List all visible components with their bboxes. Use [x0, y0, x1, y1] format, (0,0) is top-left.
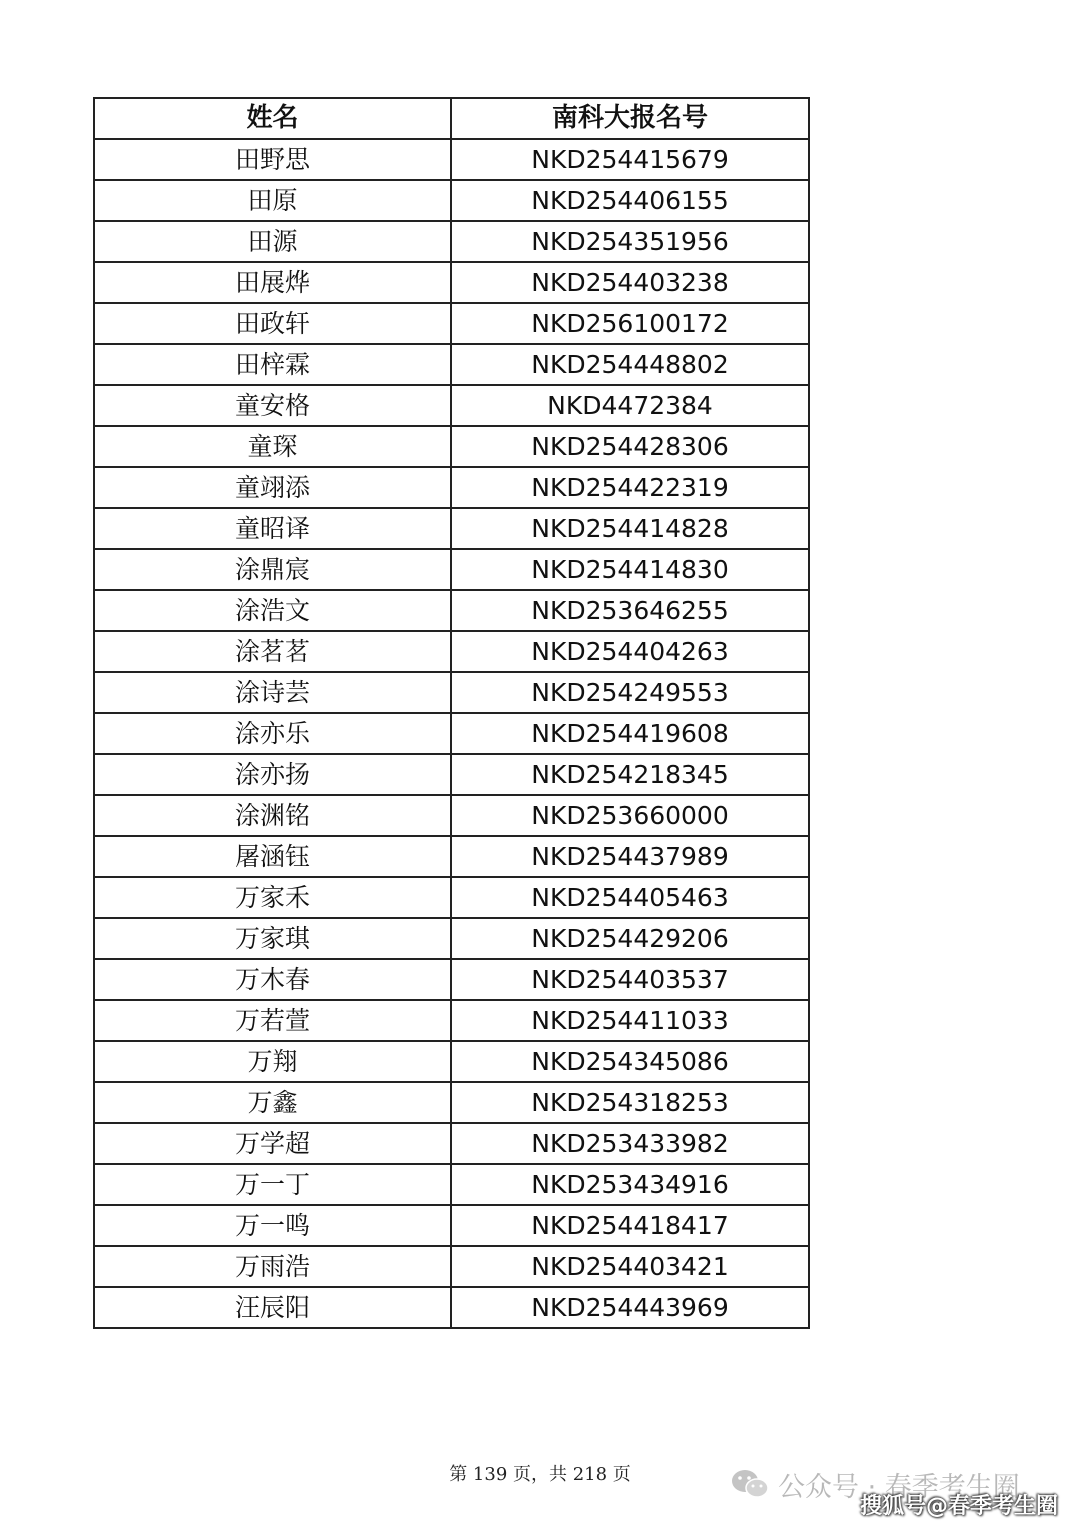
- cell-registration-number: NKD254414830: [451, 549, 809, 590]
- table-row: [94, 672, 809, 713]
- table-row: [94, 344, 809, 385]
- table-row: [94, 426, 809, 467]
- cell-registration-number: NKD254429206: [451, 918, 809, 959]
- table-row: [94, 385, 809, 426]
- table-row: [94, 631, 809, 672]
- table-row: [94, 590, 809, 631]
- cell-registration-number: NKD254351956: [451, 221, 809, 262]
- cell-registration-number: NKD254403537: [451, 959, 809, 1000]
- table-row: [94, 877, 809, 918]
- table-row: [94, 836, 809, 877]
- cell-name: 涂浩文: [94, 590, 451, 631]
- wechat-watermark-text: 公众号 · 春季考生圈: [778, 1471, 1020, 1503]
- cell-registration-number: NKD254249553: [451, 672, 809, 713]
- table-row: [94, 1287, 809, 1328]
- cell-registration-number: NKD254448802: [451, 344, 809, 385]
- page-number-text: 第 139 页，共 218 页: [449, 1464, 631, 1485]
- sohu-watermark: [860, 1489, 1058, 1520]
- table-row: [94, 221, 809, 262]
- cell-name: 万一鸣: [94, 1205, 451, 1246]
- cell-name: 万家禾: [94, 877, 451, 918]
- cell-name: 童昭译: [94, 508, 451, 549]
- cell-name: 田政轩: [94, 303, 451, 344]
- table-body: [94, 139, 809, 1328]
- table-row: [94, 303, 809, 344]
- cell-name: 万木春: [94, 959, 451, 1000]
- table-row: [94, 1246, 809, 1287]
- cell-name: 田原: [94, 180, 451, 221]
- cell-name: 万若萱: [94, 1000, 451, 1041]
- cell-registration-number: NKD254437989: [451, 836, 809, 877]
- table-row: [94, 713, 809, 754]
- cell-registration-number: NKD254318253: [451, 1082, 809, 1123]
- header-registration-number: 南科大报名号: [451, 98, 809, 139]
- cell-name: 涂渊铭: [94, 795, 451, 836]
- cell-registration-number: NKD253433982: [451, 1123, 809, 1164]
- cell-name: 田梓霖: [94, 344, 451, 385]
- cell-name: 万雨浩: [94, 1246, 451, 1287]
- cell-registration-number: NKD253434916: [451, 1164, 809, 1205]
- cell-name: 涂亦乐: [94, 713, 451, 754]
- table-row: [94, 467, 809, 508]
- wechat-icon: [730, 1467, 770, 1501]
- cell-registration-number: NKD254403238: [451, 262, 809, 303]
- cell-name: 童琛: [94, 426, 451, 467]
- cell-registration-number: NKD256100172: [451, 303, 809, 344]
- sohu-watermark-text: 搜狐号@春季考生圈: [859, 1494, 1058, 1519]
- cell-registration-number: NKD254404263: [451, 631, 809, 672]
- candidate-table: [93, 97, 810, 1329]
- cell-name: 万翔: [94, 1041, 451, 1082]
- cell-registration-number: NKD254415679: [451, 139, 809, 180]
- table-row: [94, 918, 809, 959]
- table-row: [94, 180, 809, 221]
- table-row: [94, 139, 809, 180]
- cell-registration-number: NKD254218345: [451, 754, 809, 795]
- table-row: [94, 1000, 809, 1041]
- cell-registration-number: NKD254345086: [451, 1041, 809, 1082]
- cell-name: 万学超: [94, 1123, 451, 1164]
- cell-registration-number: NKD254406155: [451, 180, 809, 221]
- table-row: [94, 1205, 809, 1246]
- cell-registration-number: NKD254419608: [451, 713, 809, 754]
- table-row: [94, 795, 809, 836]
- cell-name: 童翊添: [94, 467, 451, 508]
- cell-registration-number: NKD254418417: [451, 1205, 809, 1246]
- table-row: [94, 508, 809, 549]
- table-row: [94, 959, 809, 1000]
- table-row: [94, 549, 809, 590]
- cell-registration-number: NKD254414828: [451, 508, 809, 549]
- cell-registration-number: NKD4472384: [451, 385, 809, 426]
- cell-name: 涂茗茗: [94, 631, 451, 672]
- table-row: [94, 1123, 809, 1164]
- cell-name: 屠涵钰: [94, 836, 451, 877]
- table-row: [94, 1164, 809, 1205]
- table-header-row: [94, 98, 809, 139]
- cell-registration-number: NKD254422319: [451, 467, 809, 508]
- cell-name: 万一丁: [94, 1164, 451, 1205]
- cell-name: 田展烨: [94, 262, 451, 303]
- cell-registration-number: NKD254403421: [451, 1246, 809, 1287]
- cell-name: 田野思: [94, 139, 451, 180]
- cell-registration-number: NKD254411033: [451, 1000, 809, 1041]
- cell-name: 万家琪: [94, 918, 451, 959]
- table-row: [94, 262, 809, 303]
- cell-name: 涂诗芸: [94, 672, 451, 713]
- cell-name: 汪辰阳: [94, 1287, 451, 1328]
- cell-name: 涂鼎宸: [94, 549, 451, 590]
- table-row: [94, 754, 809, 795]
- cell-registration-number: NKD254443969: [451, 1287, 809, 1328]
- cell-name: 田源: [94, 221, 451, 262]
- cell-name: 涂亦扬: [94, 754, 451, 795]
- cell-registration-number: NKD253660000: [451, 795, 809, 836]
- cell-registration-number: NKD254428306: [451, 426, 809, 467]
- cell-name: 万鑫: [94, 1082, 451, 1123]
- table-row: [94, 1082, 809, 1123]
- table-row: [94, 1041, 809, 1082]
- header-name: 姓名: [94, 98, 451, 139]
- cell-registration-number: NKD253646255: [451, 590, 809, 631]
- cell-name: 童安格: [94, 385, 451, 426]
- cell-registration-number: NKD254405463: [451, 877, 809, 918]
